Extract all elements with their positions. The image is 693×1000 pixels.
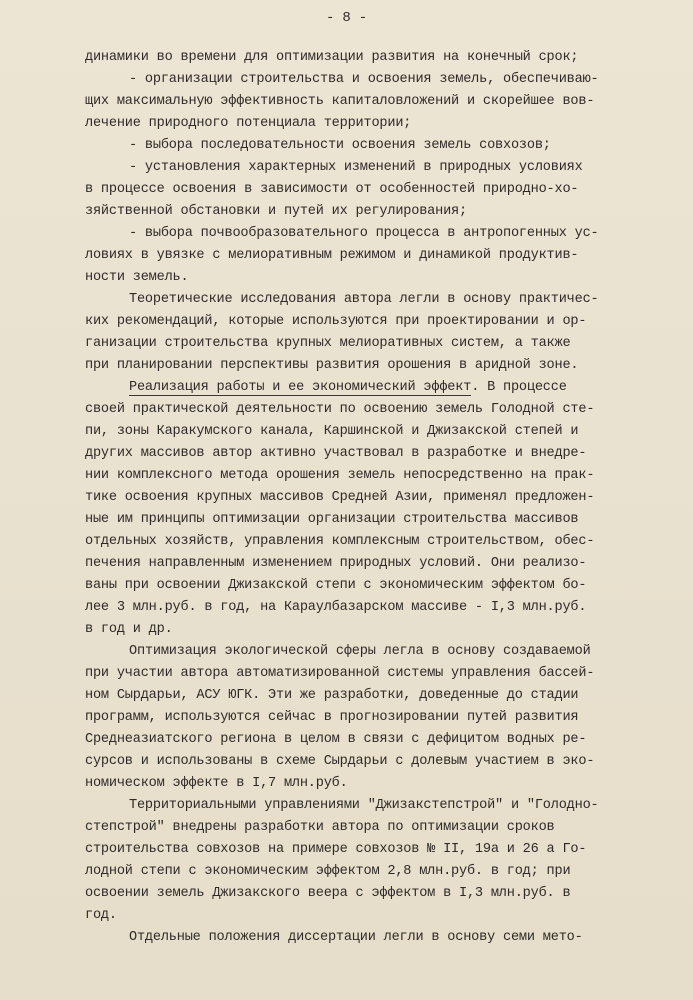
text-line: сурсов и использованы в схеме Сырдарьи с долевым участием в эко- [85, 754, 595, 769]
section-heading: Реализация работы и ее экономический эффект [129, 380, 472, 395]
text-line: степстрой" внедрены разработки автора по оптимизации сроков [85, 820, 555, 835]
section-heading-line [129, 378, 567, 398]
text-line: ности земель. [85, 270, 189, 285]
text-line: Теоретические исследования автора легли в основу практичес- [129, 292, 599, 307]
text-line: в год и др. [85, 622, 173, 637]
text-line: в процессе освоения в зависимости от особенностей природно-хо- [85, 182, 579, 197]
text-line: зяйственной обстановки и путей их регулирования; [85, 204, 467, 219]
text-line: - выбора почвообразовательного процесса в антропогенных ус- [129, 226, 599, 241]
text-line: - выбора последовательности освоения земель совхозов; [129, 138, 551, 153]
text-line: номическом эффекте в I,7 млн.руб. [85, 776, 348, 791]
text-line: - организации строительства и освоения земель, обеспечиваю- [129, 72, 599, 87]
text-line: ваны при освоении Джизакской степи с экономическим эффектом бо- [85, 578, 587, 593]
text-line: печения направленным изменением природных условий. Они реализо- [85, 556, 587, 571]
text-line: нии комплексного метода орошения земель непосредственно на прак- [85, 468, 595, 483]
text-line: ном Сырдарьи, АСУ ЮГК. Эти же разработки, доведенные до стадии [85, 688, 579, 703]
text-line: тике освоения крупных массивов Средней Азии, применял предложен- [85, 490, 595, 505]
text-line: ганизации строительства крупных мелиоративных систем, а также [85, 336, 571, 351]
text-line: Территориальными управлениями "Джизакстепстрой" и "Голодно- [129, 798, 599, 813]
text-line: программ, используются сейчас в прогнозировании путей развития [85, 710, 579, 725]
text-line: лее 3 млн.руб. в год, на Караулбазарском массиве - I,3 млн.руб. [85, 600, 587, 615]
page-number: - 8 - [325, 10, 367, 26]
text-line: пи, зоны Каракумского канала, Каршинской и Джизакской степей и [85, 424, 579, 439]
text-line: Среднеазиатского региона в целом в связи с дефицитом водных ре- [85, 732, 587, 747]
text-line: лечение природного потенциала территории; [85, 116, 412, 131]
text-line: Оптимизация экологической сферы легла в основу создаваемой [129, 644, 591, 659]
text-line: при участии автора автоматизированной системы управления бассей- [85, 666, 595, 681]
text-line: других массивов автор активно участвовал в разработке и внедре- [85, 446, 587, 461]
text-line: своей практической деятельности по освоению земель Голодной сте- [85, 402, 595, 417]
text-line: ные им принципы оптимизации организации строительства массивов [85, 512, 579, 527]
text-line: год. [85, 908, 117, 923]
heading-continuation: . В процессе [471, 380, 567, 395]
text-line: щих максимальную эффективность капиталовложений и скорейшее вов- [85, 94, 595, 109]
text-line: строительства совхозов на примере совхозов № II, 19а и 26 а Го- [85, 842, 587, 857]
text-line: динамики во времени для оптимизации развития на конечный срок; [85, 50, 579, 65]
text-line: лодной степи с экономическим эффектом 2,8 млн.руб. в год; при [85, 864, 571, 879]
text-line: - установления характерных изменений в природных условиях [129, 160, 583, 175]
text-line: отдельных хозяйств, управления комплексным строительством, обес- [85, 534, 595, 549]
text-line: ловиях в увязке с мелиоративным режимом и динамикой продуктив- [85, 248, 579, 263]
text-line: при планировании перспективы развития орошения в аридной зоне. [85, 358, 579, 373]
text-line: ких рекомендаций, которые используются при проектировании и ор- [85, 314, 587, 329]
text-line: Отдельные положения диссертации легли в основу семи мето- [129, 930, 583, 945]
text-line: освоении земель Джизакского веера с эффектом в I,3 млн.руб. в [85, 886, 571, 901]
